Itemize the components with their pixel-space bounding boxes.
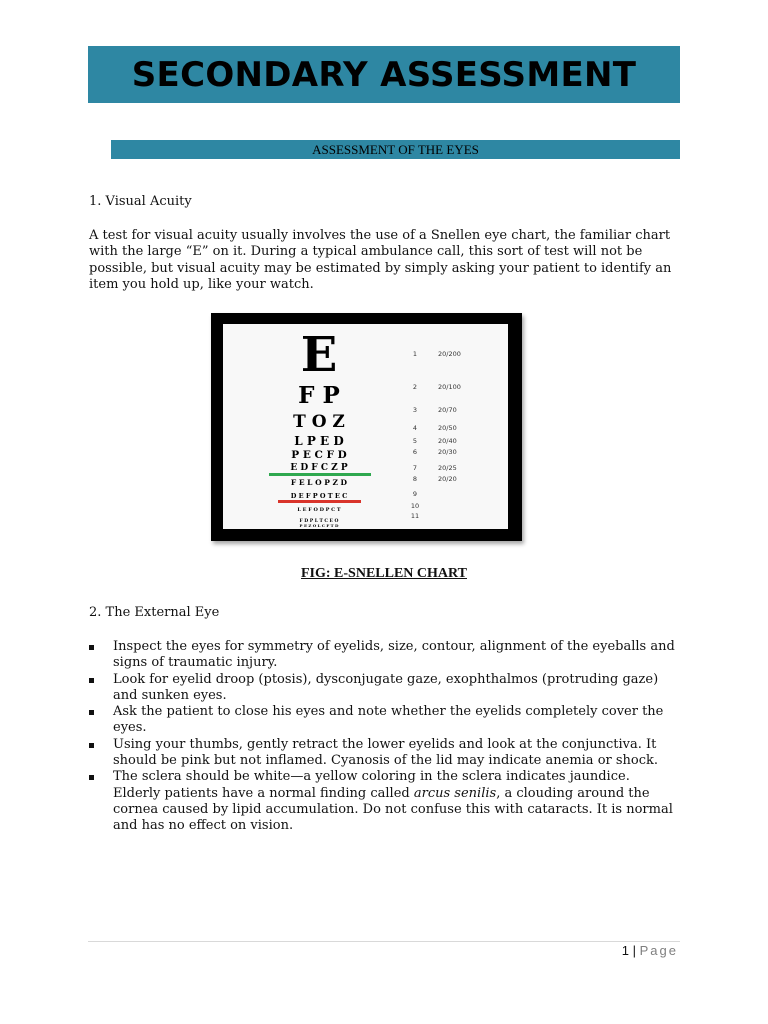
- chart-letters-row-2: F P: [298, 382, 340, 409]
- list-item: [89, 704, 681, 737]
- chart-line-number: 5: [412, 437, 418, 445]
- list-item-text-part: The sclera should be white—a yellow coloring in the sclera indicates jaundice. Elderly patients have a normal finding called: [113, 769, 630, 801]
- footer-divider: [88, 941, 680, 942]
- chart-acuity-label: 20/100: [438, 383, 461, 391]
- chart-acuity-label: 20/200: [438, 350, 461, 358]
- chart-letters-row-1: E: [300, 327, 338, 383]
- chart-letters-row-3: T O Z: [293, 412, 345, 432]
- list-item-text: Look for eyelid droop (ptosis), dysconjugate gaze, exophthalmos (protruding gaze) and sunken eyes.: [113, 671, 659, 703]
- chart-acuity-label: 20/40: [438, 437, 457, 445]
- list-item-text: Ask the patient to close his eyes and note whether the eyelids completely cover the eyes.: [113, 704, 664, 736]
- external-eye-list: [89, 639, 681, 835]
- page-title: SECONDARY ASSESSMENT: [131, 54, 637, 95]
- page-number: 1: [621, 943, 629, 958]
- red-reference-line: [278, 500, 361, 503]
- chart-line-number: 3: [412, 406, 418, 414]
- snellen-chart-figure: [211, 313, 522, 541]
- list-item-text: Using your thumbs, gently retract the lower eyelids and look at the conjunctiva. It should be pink but not inflamed. Cyanosis of the lid may indicate anemia or shock.: [113, 736, 659, 769]
- footer-separator: |: [632, 943, 636, 958]
- list-item: [89, 737, 681, 770]
- chart-acuity-label: 20/50: [438, 424, 457, 432]
- list-item-text: Inspect the eyes for symmetry of eyelids, size, contour, alignment of the eyeballs and signs of traumatic injury.: [113, 639, 675, 671]
- chart-letters-row-5: P E C F D: [291, 449, 347, 461]
- chart-line-number: 4: [412, 424, 418, 432]
- title-banner: [88, 46, 680, 103]
- bullet-icon: [89, 743, 94, 748]
- list-item: [89, 639, 681, 672]
- italic-term: arcus senilis: [413, 785, 497, 801]
- figure-caption: FIG: E-SNELLEN CHART: [301, 566, 467, 581]
- list-item-text-part: , a clouding around the cornea caused by lipid accumulation. Do not confuse this with cataracts. It is normal and has no effect on vision.: [113, 785, 673, 834]
- visual-acuity-paragraph: A test for visual acuity usually involves the use of a Snellen eye chart, the familiar chart with the large “E” on it. During a typical ambulance call, this sort of test will not be possible, but visual acuity may be estimated by simply asking your patient to identify an item you hold up, like your watch.: [89, 228, 672, 292]
- chart-acuity-label: 20/70: [438, 406, 457, 414]
- chart-letters-row-7: F E L O P Z D: [290, 478, 348, 487]
- chart-line-number: 9: [412, 490, 418, 498]
- list-item-text: [113, 769, 673, 833]
- chart-letters-row-8: D E F P O T E C: [290, 492, 348, 500]
- section-heading-visual-acuity: 1. Visual Acuity: [89, 194, 192, 209]
- chart-line-number: 1: [412, 350, 418, 358]
- green-reference-line: [269, 473, 371, 476]
- chart-acuity-label: 20/25: [438, 464, 457, 472]
- bullet-icon: [89, 645, 94, 650]
- chart-acuity-label: 20/30: [438, 448, 457, 456]
- chart-line-number: 11: [410, 512, 420, 520]
- bullet-icon: [89, 678, 94, 683]
- snellen-chart-board: [223, 324, 508, 529]
- chart-line-number: 7: [412, 464, 418, 472]
- subtitle-bar: [111, 140, 680, 159]
- chart-letters-row-9: L E F O D P C T: [297, 507, 341, 513]
- chart-letters-row-10: F D P L T C E O: [299, 519, 339, 524]
- section-subtitle: ASSESSMENT OF THE EYES: [312, 141, 479, 157]
- chart-letters-row-11: P E Z O L C F T D: [299, 523, 339, 528]
- snellen-chart-svg: [223, 324, 508, 529]
- list-item: [89, 672, 681, 705]
- chart-letters-row-6: E D F C Z P: [290, 463, 348, 473]
- chart-line-number: 8: [412, 475, 418, 483]
- bullet-icon: [89, 775, 94, 780]
- chart-letters-row-4: L P E D: [294, 434, 344, 448]
- page-label: Page: [639, 943, 678, 958]
- chart-line-number: 10: [410, 502, 420, 510]
- bullet-icon: [89, 710, 94, 715]
- section-heading-external-eye: 2. The External Eye: [89, 605, 220, 620]
- chart-line-number: 2: [412, 383, 418, 391]
- chart-line-number: 6: [412, 448, 418, 456]
- chart-acuity-label: 20/20: [438, 475, 457, 483]
- page-footer: [622, 943, 678, 958]
- list-item: [89, 769, 681, 834]
